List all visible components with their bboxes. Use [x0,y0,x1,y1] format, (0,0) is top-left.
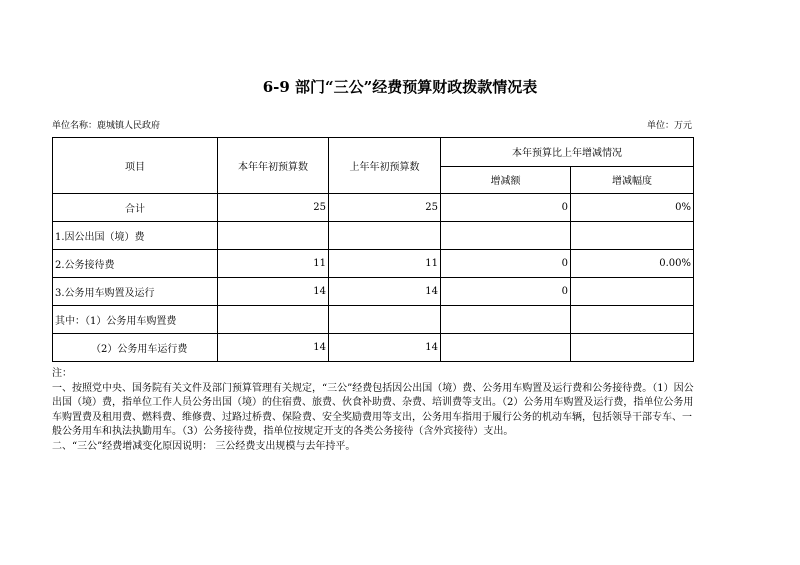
cell-this-year: 11 [218,250,329,278]
table-row [53,194,694,222]
cell-last-year: 14 [329,334,441,362]
cell-change-amount: 0 [441,250,571,278]
row-label: （2）公务用车运行费 [53,334,218,362]
page-title: 6-9 部门“三公”经费预算财政拨款情况表 [262,78,538,96]
cell-change-amount: 0 [441,278,571,306]
unit-label: 单位：万元 [646,121,692,131]
cell-this-year [218,306,329,334]
cell-change-amount [441,222,571,250]
cell-change-rate [571,222,694,250]
notes-heading: 注： [52,368,72,379]
cell-this-year [218,222,329,250]
table-row [53,278,694,306]
table-row [53,250,694,278]
cell-last-year: 25 [329,194,441,222]
cell-change-rate: 0% [571,194,694,222]
cell-last-year [329,222,441,250]
table-row [53,306,694,334]
cell-change-rate [571,334,694,362]
cell-last-year [329,306,441,334]
cell-this-year: 14 [218,334,329,362]
row-label: 3.公务用车购置及运行 [53,278,218,306]
table-row [53,334,694,362]
cell-last-year: 11 [329,250,441,278]
cell-change-amount [441,306,571,334]
header-last-year: 上年年初预算数 [329,138,441,194]
cell-change-amount [441,334,571,362]
note-item: 一、按照党中央、国务院有关文件及部门预算管理有关规定，“三公”经费包括因公出国（境）费、公务用车购置及运行费和公务接待费。（1）因公出国（境）费，指单位工作人员公务出国（境）的住宿费、旅费、伙食补助费、杂费、培训费等支出。（2）公务用车购置及运行费，指单位公务用车购置费及租用费、燃料费、维修费、过路过桥费、保险费、安全奖励费用等支出，公务用车指用于履行公务的机动车辆，包括领导干部专车、一般公务用车和执法执勤用车。（3）公务接待费，指单位按规定开支的各类公务接待（含外宾接待）支出。 [52,382,694,437]
cell-this-year: 25 [218,194,329,222]
header-this-year: 本年年初预算数 [218,138,329,194]
cell-change-rate [571,278,694,306]
header-item: 项目 [53,138,218,194]
note-item: 二、“三公”经费增减变化原因说明： 三公经费支出规模与去年持平。 [52,440,356,452]
cell-this-year: 14 [218,278,329,306]
table-row [53,222,694,250]
cell-change-rate [571,306,694,334]
row-label: 2.公务接待费 [53,250,218,278]
unit-name: 单位名称：鹿城镇人民政府 [52,121,161,131]
row-label: 1.因公出国（境）费 [53,222,218,250]
notes [52,367,696,454]
row-label: 合计 [53,194,218,222]
cell-last-year: 14 [329,278,441,306]
cell-change-amount: 0 [441,194,571,222]
budget-table [52,137,694,362]
row-label: 其中：（1）公务用车购置费 [53,306,218,334]
header-change-group: 本年预算比上年增减情况 [441,138,694,167]
cell-change-rate: 0.00% [571,250,694,278]
header-change-amount: 增减额 [441,166,571,194]
header-change-rate: 增减幅度 [571,166,694,194]
